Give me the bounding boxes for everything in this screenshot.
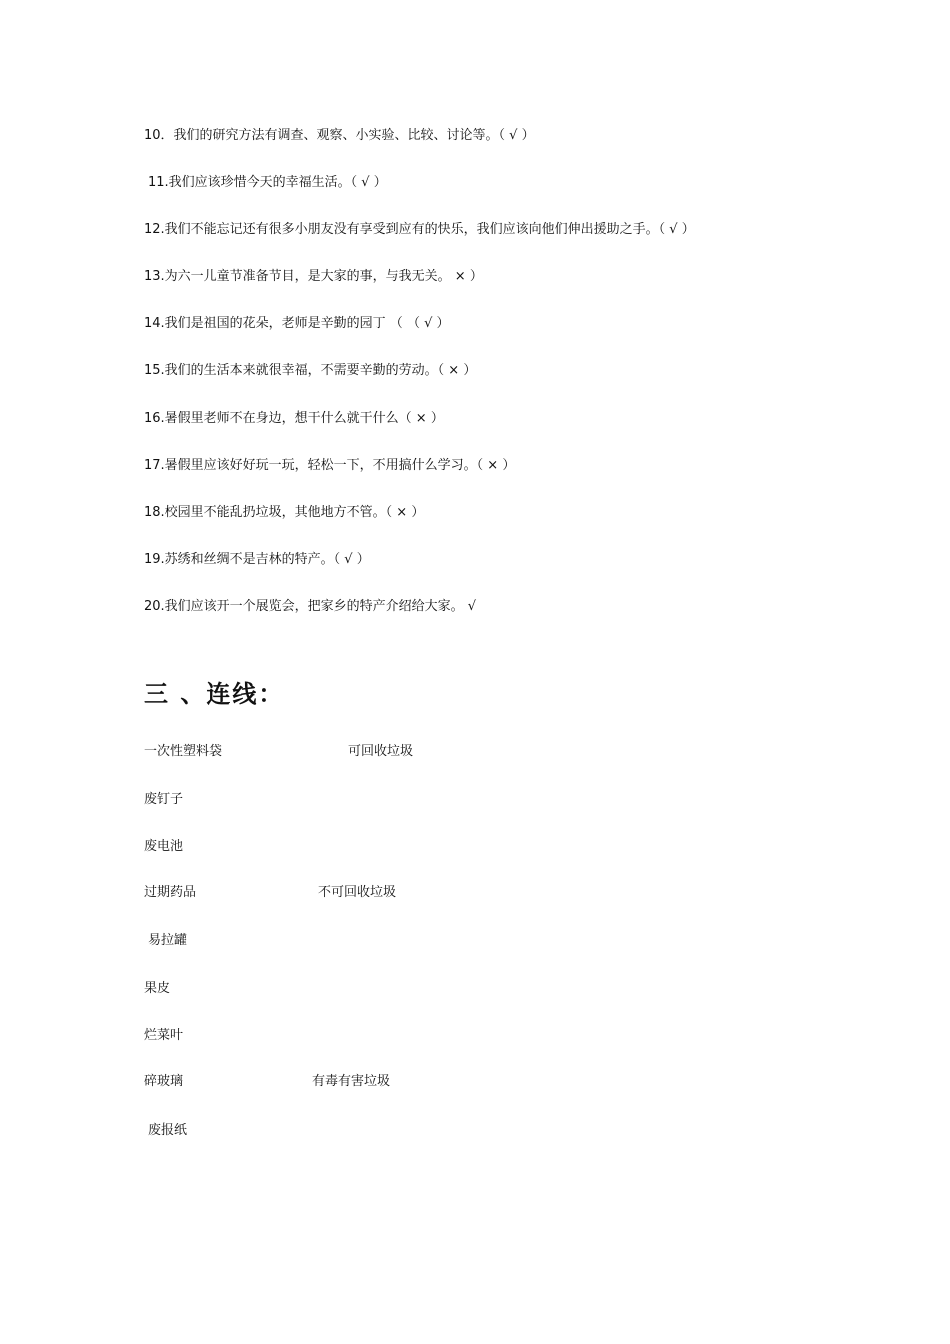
statement-19: 19.苏绣和丝绸不是吉林的特产。（ √ ） [144, 552, 370, 567]
match-left-item: 一次性塑料袋 [144, 744, 223, 759]
statement-11: 11.我们应该珍惜今天的幸福生活。（ √ ） [148, 175, 387, 190]
match-left-item: 烂菜叶 [144, 1028, 184, 1043]
statement-10: 10．我们的研究方法有调查、观察、小实验、比较、讨论等。（ √ ） [144, 128, 535, 143]
statement-16: 16.暑假里老师不在身边，想干什么就干什么（ × ） [144, 411, 444, 426]
statement-20: 20.我们应该开一个展览会，把家乡的特产介绍给大家。 √ [144, 599, 477, 614]
match-left-item: 废钉子 [144, 792, 184, 807]
statement-18: 18.校园里不能乱扔垃圾，其他地方不管。（ × ） [144, 505, 425, 520]
match-right-item: 有毒有害垃圾 [312, 1074, 391, 1089]
statement-12: 12.我们不能忘记还有很多小朋友没有享受到应有的快乐，我们应该向他们伸出援助之手。（ √ ） [144, 222, 695, 237]
match-left-item: 果皮 [144, 981, 171, 996]
match-left-item: 废电池 [144, 839, 184, 854]
statement-13: 13.为六一儿童节准备节目，是大家的事，与我无关。 × ） [144, 269, 483, 284]
section-heading: 三 、连线： [144, 680, 285, 708]
match-left-item: 废报纸 [148, 1123, 188, 1138]
match-left-item: 碎玻璃 [144, 1074, 184, 1089]
match-right-item: 不可回收垃圾 [318, 885, 397, 900]
statement-17: 17.暑假里应该好好玩一玩，轻松一下，不用搞什么学习。（ × ） [144, 458, 516, 473]
match-right-item: 可回收垃圾 [348, 744, 414, 759]
match-left-item: 过期药品 [144, 885, 197, 900]
statement-15: 15.我们的生活本来就很幸福，不需要辛勤的劳动。（ × ） [144, 363, 477, 378]
statement-14: 14.我们是祖国的花朵，老师是辛勤的园丁 （ （ √ ） [144, 316, 450, 331]
match-left-item: 易拉罐 [148, 933, 188, 948]
